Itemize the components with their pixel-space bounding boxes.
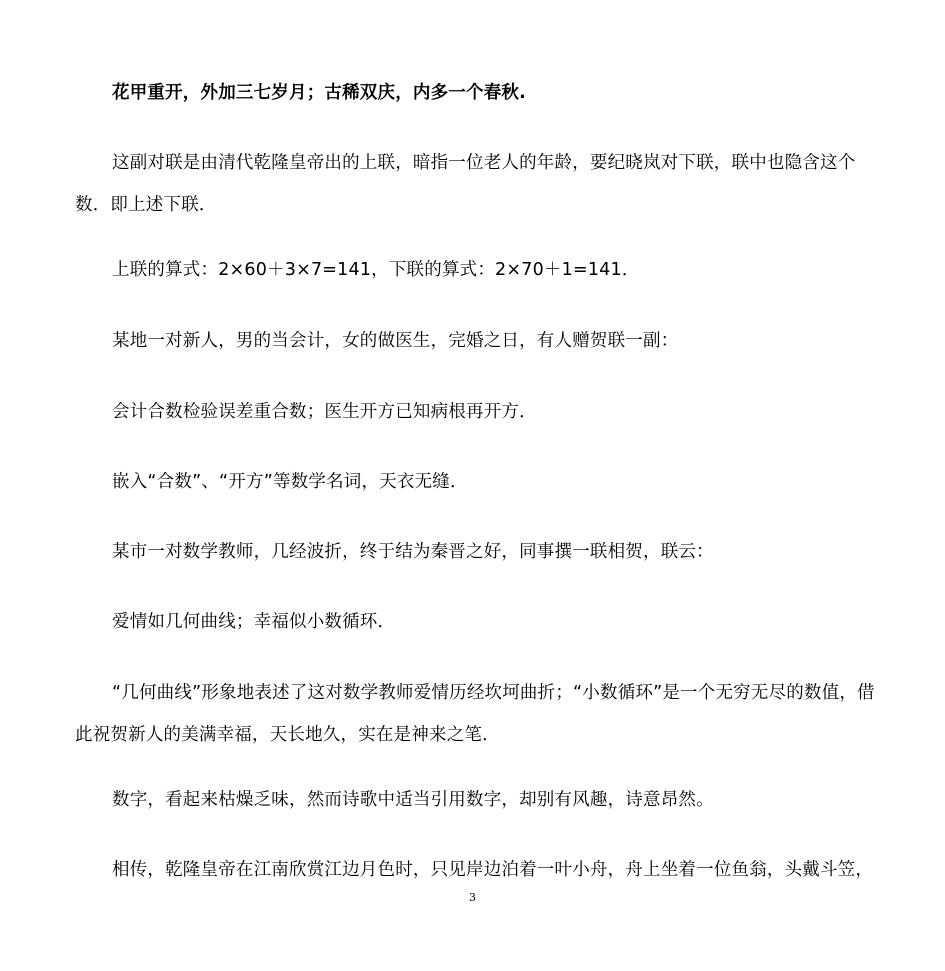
bold-couplet-paragraph: 花甲重开，外加三七岁月；古稀双庆，内多一个春秋. xyxy=(112,83,526,103)
accounting-couplet-paragraph: 会计合数检验误差重合数；医生开方已知病根再开方． xyxy=(112,402,537,422)
math-terms-paragraph: 嵌入“合数”、“开方”等数学名词，天衣无缝． xyxy=(112,472,468,492)
love-couplet-paragraph: 爱情如几何曲线；幸福似小数循环． xyxy=(112,612,396,632)
newlyweds-paragraph: 某地一对新人，男的当会计，女的做医生，完婚之日，有人赠贺联一副： xyxy=(112,331,679,351)
teachers-paragraph: 某市一对数学教师，几经波折，终于结为秦晋之好，同事撰一联相贺，联云： xyxy=(112,542,714,562)
couplet-commentary-paragraph: “几何曲线”形象地表述了这对数学教师爱情历经坎坷曲折；“小数循环”是一个无穷无尽的数值，借此祝贺新人的美满幸福，天长地久，实在是神来之笔． xyxy=(75,683,875,745)
page-number: 3 xyxy=(469,891,476,904)
numbers-poetry-paragraph: 数字，看起来枯燥乏味，然而诗歌中适当引用数字，却别有风趣，诗意昂然。 xyxy=(112,790,714,810)
formula-paragraph: 上联的算式：2×60＋3×7=141，下联的算式：2×70＋1=141． xyxy=(112,260,640,280)
qianlong-story-paragraph: 相传，乾隆皇帝在江南欣赏江边月色时，只见岸边泊着一叶小舟，舟上坐着一位鱼翁，头戴斗笠， xyxy=(112,860,874,880)
couplet-explanation-paragraph: 这副对联是由清代乾隆皇帝出的上联，暗指一位老人的年龄，要纪晓岚对下联，联中也隐含这个数．即上述下联． xyxy=(75,153,856,215)
